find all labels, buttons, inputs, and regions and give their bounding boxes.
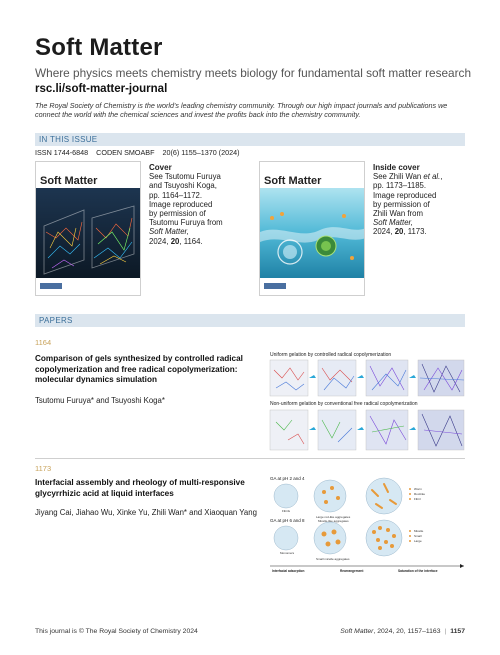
axis-interfacial-adsorption: Interfacial adsorption (272, 569, 305, 573)
cover-caption-line (373, 218, 469, 227)
graphic-label-ph68: GA at pH 6 and 8 (270, 518, 305, 523)
cover-caption-year: 2024, (149, 236, 169, 246)
cover-caption-journal: Soft Matter, (149, 227, 189, 237)
footer-separator: | (444, 628, 447, 635)
footer-journal: Soft Matter (340, 628, 374, 635)
inside-cover-caption (373, 163, 469, 237)
volume-pages: 20(6) 1155–1370 (2024) (162, 148, 240, 157)
graphic-label-fibrils: Fibrils (282, 509, 290, 513)
footer-copyright: This journal is © The Royal Society of Chemistry 2024 (35, 628, 198, 635)
cover-caption-line: Zhili Wan from (373, 209, 423, 219)
cover-caption-comma: , (440, 172, 443, 182)
legend-small: Small (414, 534, 422, 538)
cover-caption-volume: 20 (394, 227, 404, 237)
cover-caption-line (373, 227, 469, 236)
paper-title[interactable]: Interfacial assembly and rheology of multi-responsive glycyrrhizic acid at liquid interfaces (35, 478, 245, 498)
axis-saturation: Saturation of the interface (398, 569, 438, 573)
papers-bar: PAPERS (35, 314, 465, 327)
journal-tagline: Where physics meets chemistry meets biology for fundamental soft matter research (35, 66, 472, 80)
cover-art-interface (260, 188, 365, 280)
cover-caption-title: Inside cover (373, 163, 420, 172)
graphic-label-monomers: Monomers (280, 551, 295, 555)
graphic-label-micelle: Micelle-like aggregates (318, 519, 349, 523)
cover-caption-etal: et al. (423, 172, 441, 182)
graphic-label-top: Uniform gelation by controlled radical copolymerization (270, 352, 392, 358)
cover-caption-year: 2024, (373, 227, 393, 237)
cover-caption-title: Cover (149, 163, 172, 172)
cover-caption-page: , 1173. (403, 227, 427, 237)
cover-image[interactable] (35, 161, 141, 296)
graphic-label-ph24: GA at pH 2 and 4 (270, 476, 305, 481)
cover-footer (36, 278, 141, 295)
axis-rearrangement: Rearrangement (340, 569, 364, 573)
paper-page-number: 1164 (35, 338, 52, 347)
cover-header (260, 162, 364, 188)
in-this-issue-bar: IN THIS ISSUE (35, 133, 465, 146)
issn: ISSN 1744-6848 (35, 148, 89, 157)
cover-caption-volume: 20 (170, 236, 180, 246)
footer-citation (340, 628, 465, 635)
footer-citation-text: , 2024, 20, 1157–1163 (373, 628, 441, 635)
toc-graphic-interface (268, 474, 468, 574)
cover-caption-line: Tsutomu Furuya from (149, 218, 223, 228)
cover-caption-line: Image reproduced (373, 190, 437, 200)
cover-caption-line (149, 237, 245, 246)
cover-caption-line: by permission of (373, 199, 430, 209)
rsc-blurb: The Royal Society of Chemistry is the world's leading chemistry community. Through our high impact journals and publications we connect the world with the chemical sciences and invest the profits back into the chemistry community. (35, 101, 448, 119)
paper-authors: Jiyang Cai, Jiahao Wu, Xinke Yu, Zhili Wan* and Xiaoquan Yang (35, 508, 257, 517)
cover-caption-line: Image reproduced (149, 199, 213, 209)
legend-worm: Worm (414, 487, 422, 491)
rsc-logo (40, 283, 62, 289)
graphic-label-small-micelle: Small micelle aggregates (316, 557, 350, 561)
cover-caption-line (373, 172, 469, 181)
cover-caption-line: pp. 1164–1172. (149, 190, 203, 200)
cover-footer (260, 278, 365, 295)
cover-caption-line: by permission of (149, 209, 206, 219)
cover-art-gel (36, 188, 141, 280)
paper-page-number: 1173 (35, 464, 52, 473)
cover-caption-line: and Tsuyoshi Koga, (149, 181, 217, 191)
cover-caption-author: See Zhili Wan (373, 172, 424, 182)
paper-title[interactable]: Comparison of gels synthesized by controlled radical copolymerization and free radical copolymerization: molecular dynamics simulation (35, 354, 243, 384)
rsc-logo (264, 283, 286, 289)
legend-micelle: Micelle (414, 529, 424, 533)
cover-caption-page: , 1164. (179, 236, 203, 246)
paper-divider (35, 458, 465, 459)
journal-title: Soft Matter (35, 34, 163, 61)
cover-brand: Soft Matter (40, 175, 98, 187)
legend-rod: Rod-like (414, 492, 426, 496)
legend-fibril: Fibril (414, 497, 421, 501)
coden: CODEN SMOABF (96, 148, 155, 157)
journal-url[interactable]: rsc.li/soft-matter-journal (35, 83, 168, 95)
graphic-label-bottom: Non-uniform gelation by conventional free radical copolymerization (270, 401, 418, 407)
cover-brand: Soft Matter (264, 175, 322, 187)
cover-caption (149, 163, 245, 246)
cover-caption-line (149, 227, 245, 236)
cover-caption-line: See Tsutomu Furuya (149, 172, 221, 182)
paper-authors: Tsutomu Furuya* and Tsuyoshi Koga* (35, 396, 165, 405)
legend-large: Large (414, 539, 422, 543)
non-uniform-row (270, 410, 464, 450)
cover-caption-journal: Soft Matter, (373, 218, 413, 228)
footer-page-number: 1157 (450, 628, 465, 635)
cover-caption-line: pp. 1173–1185. (373, 181, 427, 191)
cover-header (36, 162, 140, 188)
inside-cover-image[interactable] (259, 161, 365, 296)
uniform-row (270, 360, 464, 396)
graphic-label-large-rod: Large rod-like aggregates (316, 515, 351, 519)
issn-line (35, 148, 245, 157)
toc-graphic-gelation (268, 350, 468, 454)
